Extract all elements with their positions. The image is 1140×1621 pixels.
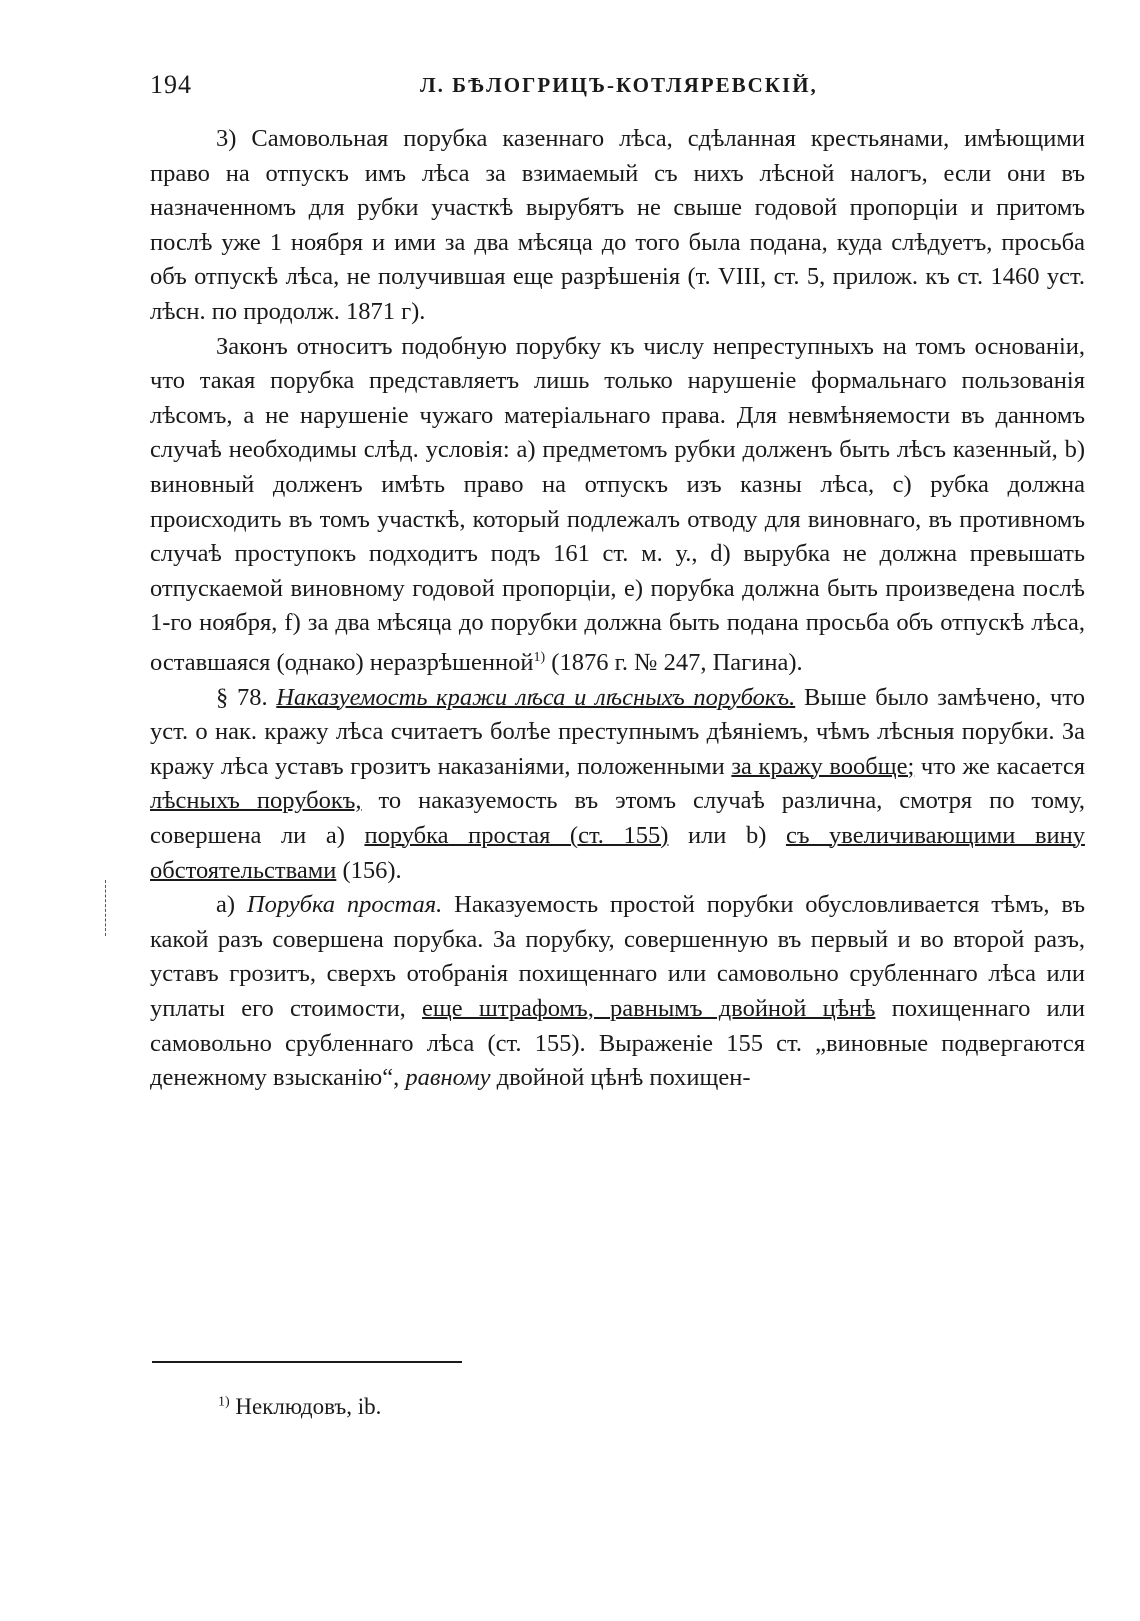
underlined-phrase-3: порубка простая (ст. 155): [364, 822, 669, 850]
paragraph-4-text-c: двойной цѣнѣ похищен-: [490, 1064, 751, 1092]
paragraph-3-text-e: (156).: [336, 856, 402, 884]
footnote: [218, 1394, 381, 1420]
section-number: § 78.: [216, 683, 277, 711]
subsection-letter: a): [216, 891, 247, 919]
underlined-phrase-4: съ увеличивающими вину обстоятельствами: [150, 822, 1085, 884]
italic-word: равному: [405, 1064, 491, 1092]
subsection-title: Порубка простая.: [246, 891, 443, 919]
paragraph-1: [150, 122, 1085, 330]
underlined-phrase-5: еще штрафомъ, равнымъ двойной цѣнѣ: [422, 995, 876, 1022]
page-header: [150, 70, 1090, 110]
paragraph-2: [150, 330, 1085, 681]
paragraph-3-text-b: что же касается: [914, 752, 1086, 780]
paragraph-3-text-c: то наказуемость въ этомъ случаѣ различна, смотря по тому, совершена ли a): [150, 787, 1085, 850]
paragraph-1-text: 3) Самовольная порубка казеннаго лѣса, сдѣланная крестьянами, имѣющими право на отпускъ имъ лѣса за взимаемый съ нихъ лѣсной налогъ, если они въ назначенномъ для рубки участкѣ вырубятъ не свыше годовой пропорціи и притомъ послѣ уже 1 ноября и ими за два мѣсяца до того была подана, куда слѣдуетъ, просьба объ отпускѣ лѣса, не получившая еще разрѣшенія (т. VIII, ст. 5, прилож. къ ст. 1460 уст. лѣсн. по продолж. 1871 г).: [150, 125, 1085, 325]
underlined-phrase-1: за кражу вообще;: [731, 752, 915, 780]
paragraph-4: [150, 888, 1085, 1096]
paragraph-4-text-a: Наказуемость простой порубки обусловливается тѣмъ, въ какой разъ совершена порубка. За порубку, совершенную въ первый и во второй разъ, уставъ грозитъ, сверхъ отобранія похищеннаго или самовольно срубленнаго лѣса или уплаты его стоимости,: [150, 891, 1086, 1022]
footnote-ref: 1): [533, 649, 546, 665]
paragraph-3: [150, 681, 1085, 889]
running-head: Л. БѢЛОГРИЦЪ-КОТЛЯРЕВСКІЙ,: [420, 73, 818, 97]
footnote-mark: 1): [218, 1394, 230, 1410]
paragraph-3-text-d: или b): [668, 822, 786, 850]
margin-pencil-mark: [105, 880, 109, 936]
body-text: [150, 122, 1085, 1096]
underlined-phrase-2: лѣсныхъ порубокъ,: [150, 787, 362, 815]
section-title: Наказуемость кражи лѣса и лѣсныхъ порубокъ.: [276, 683, 796, 711]
paragraph-4-text-b: похищеннаго или самовольно срубленнаго лѣса (ст. 155). Выраженіе 155 ст. „виновные подвергаются денежному взысканію“,: [150, 995, 1086, 1092]
footnote-divider: [152, 1361, 462, 1363]
paragraph-3-text-a: Выше было замѣчено, что уст. о нак. кражу лѣса считаетъ болѣе преступнымъ дѣяніемъ, чѣмъ лѣсныя порубки. За кражу лѣса уставъ грозитъ наказаніями, положенными: [150, 683, 1086, 780]
paragraph-2-tail: (1876 г. № 247, Пагина).: [545, 649, 803, 677]
footnote-text: Неклюдовъ, ib.: [229, 1394, 382, 1419]
paragraph-2-text: Законъ относитъ подобную порубку къ числу непреступныхъ на томъ основаніи, что такая порубка представляетъ лишь только нарушеніе формальнаго пользованія лѣсомъ, а не нарушеніе чужаго матеріальнаго права. Для невмѣняемости въ данномъ случаѣ необходимы слѣд. условія: а) предметомъ рубки долженъ быть лѣсъ казенный, b) виновный долженъ имѣть право на отпускъ изъ казны лѣса, c) рубка должна происходить въ томъ участкѣ, который подлежалъ отводу для виновнаго, въ противномъ случаѣ проступокъ подходитъ подъ 161 ст. м. у., d) вырубка не должна превышать отпускаемой виновному годовой пропорціи, e) порубка должна быть произведена послѣ 1-го ноября, f) за два мѣсяца до порубки должна быть подана просьба объ отпускѣ лѣса, оставшаяся (однако) неразрѣшенной: [150, 332, 1085, 677]
page-number: 194: [150, 70, 192, 99]
